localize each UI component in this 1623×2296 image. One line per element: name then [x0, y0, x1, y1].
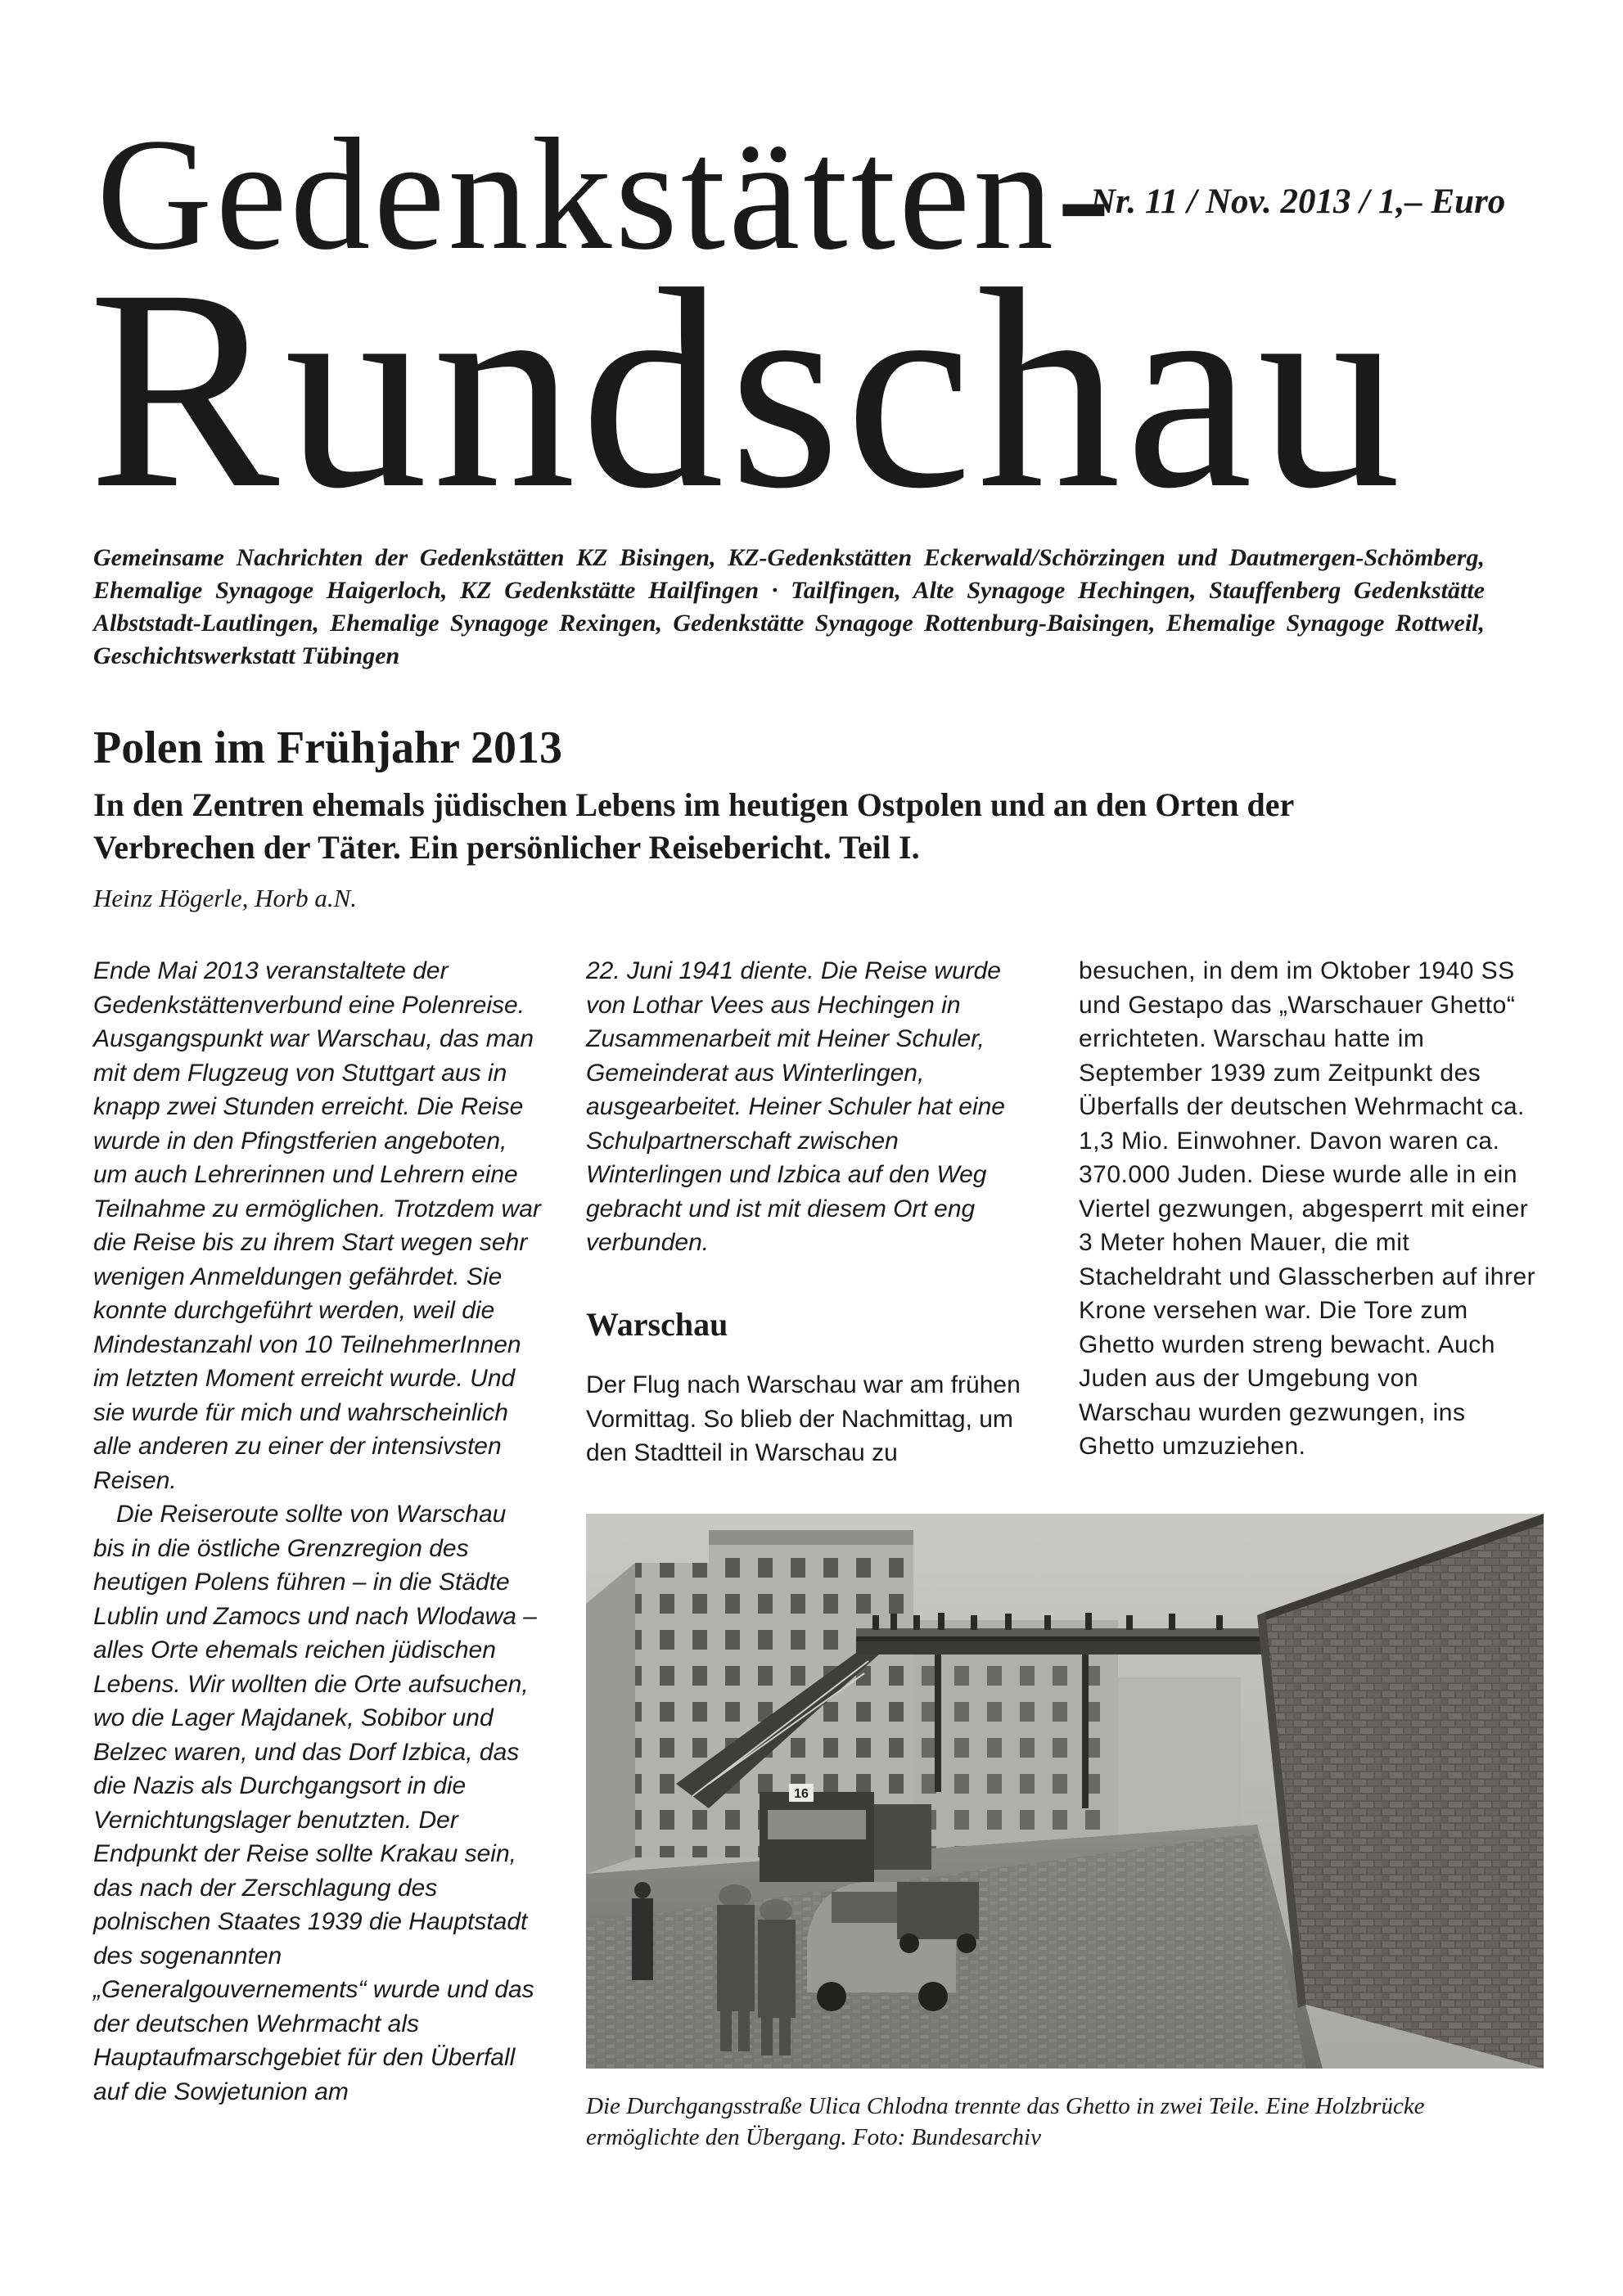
paragraph: 22. Juni 1941 diente. Die Reise wurde von Lothar Vees aus Hechingen in Zusammenarbeit mit Heiner Schuler, Gemeinderat aus Winterlingen, ausgearbeitet. Heiner Schuler hat eine Schulpartnerschaft zwischen Winterlingen und Izbica auf den Weg gebracht und ist mit diesem Ort eng verbunden. — [586, 957, 1005, 1256]
photo-caption: Die Durchgangsstraße Ulica Chlodna trennte das Ghetto in zwei Teile. Eine Holzbrücke ermöglichte den Übergang. Foto: Bundesarchiv — [586, 2093, 1425, 2150]
article-title: Polen im Frühjahr 2013 — [93, 723, 562, 773]
masthead-title-line2: Rundschau — [88, 230, 1406, 547]
article-column-2 — [586, 954, 1040, 1260]
paragraph: Die Reiseroute sollte von Warschau bis in die östliche Grenzregion des heutigen Polens führen – in die Städte Lublin und Zamocs und nach Wlodawa – alles Orte ehemals reichen jüdischen Lebens. Wir wollten die Orte aufsuchen, wo die Lager Majdanek, Sobibor und Belzec waren, und das Dorf Izbica, das die Nazis als Durchgangsort in die Vernichtungslager benutzten. Der Endpunkt der Reise sollte Krakau sein, das nach der Zerschlagung des polnischen Staates 1939 die Hauptstadt des sogenannten „Generalgouvernements“ wurde und das der deutschen Wehrmacht als Hauptaufmarschgebiet für den Überfall auf die Sowjetunion am — [93, 1501, 537, 2105]
member-memorials: Gemeinsame Nachrichten der Gedenkstätten KZ Bisingen, KZ-Gedenkstätten Eckerwald/Schörzingen und Dautmergen-Schömberg, Ehemalige Synagoge Haigerloch, KZ Gedenkstätte Hailfingen · Tailfingen, Alte Synagoge Hechingen, Stauffenberg Gedenkstätte Albststadt-Lautlingen, Ehemalige Synagoge Rexingen, Gedenkstätte Synagoge Rottenburg-Baisingen, Ehemalige Synagoge Rottweil, Geschichtswerkstatt Tübingen — [93, 544, 1485, 669]
masthead-title-line1: Gedenkstätten- — [97, 106, 1114, 283]
article-column-1 — [93, 954, 542, 2109]
article-author: Heinz Högerle, Horb a.N. — [93, 884, 358, 912]
paragraph: Ende Mai 2013 veranstaltete der Gedenkstättenverbund eine Polenreise. Ausgangspunkt war Warschau, das man mit dem Flugzeug von Stuttgart aus in knapp zwei Stunden erreicht. Die Reise wurde in den Pfingstferien angeboten, um auch Lehrerinnen und Lehrern eine Teilnahme zu ermöglichen. Trotzdem war die Reise bis zu ihrem Start wegen sehr wenigen Anmeldungen gefährdet. Sie konnte durchgeführt werden, weil die Mindestanzahl von 10 TeilnehmerInnen im letzten Moment erreicht wurde. Und sie wurde für mich und wahrscheinlich alle anderen zu einer der intensivsten Reisen. — [93, 957, 541, 1494]
issue-info: Nr. 11 / Nov. 2013 / 1,– Euro — [1090, 182, 1506, 221]
section-heading: Warschau — [586, 1306, 728, 1343]
article-subtitle: In den Zentren ehemals jüdischen Lebens im heutigen Ostpolen und an den Orten der Verbrechen der Täter. Ein persönlicher Reisebericht. Teil I. — [93, 786, 1294, 866]
article-column-3 — [1079, 954, 1537, 1464]
tram-number: 16 — [794, 1787, 809, 1801]
paragraph: besuchen, in dem im Oktober 1940 SS und Gestapo das „Warschauer Ghetto“ errichteten. Warschau hatte im September 1939 zum Zeitpunkt des Überfalls der deutschen Wehrmacht ca. 1,3 Mio. Einwohner. Davon waren ca. 370.000 Juden. Diese wurde alle in ein Viertel gezwungen, abgesperrt mit einer 3 Meter hohen Mauer, die mit Stacheldraht und Glasscherben auf ihrer Krone versehen war. Die Tore zum Ghetto wurden streng bewacht. Auch Juden aus der Umgebung von Warschau wurden gezwungen, ins Ghetto umzuziehen. — [1079, 957, 1536, 1460]
historic-photo — [586, 1514, 1544, 2069]
ghetto-street-photo-image — [586, 1514, 1544, 2069]
paragraph: Der Flug nach Warschau war am frühen Vormittag. So blieb der Nachmittag, um den Stadtteil in Warschau zu — [586, 1371, 1021, 1466]
article-column-2-continued — [586, 1368, 1040, 1470]
